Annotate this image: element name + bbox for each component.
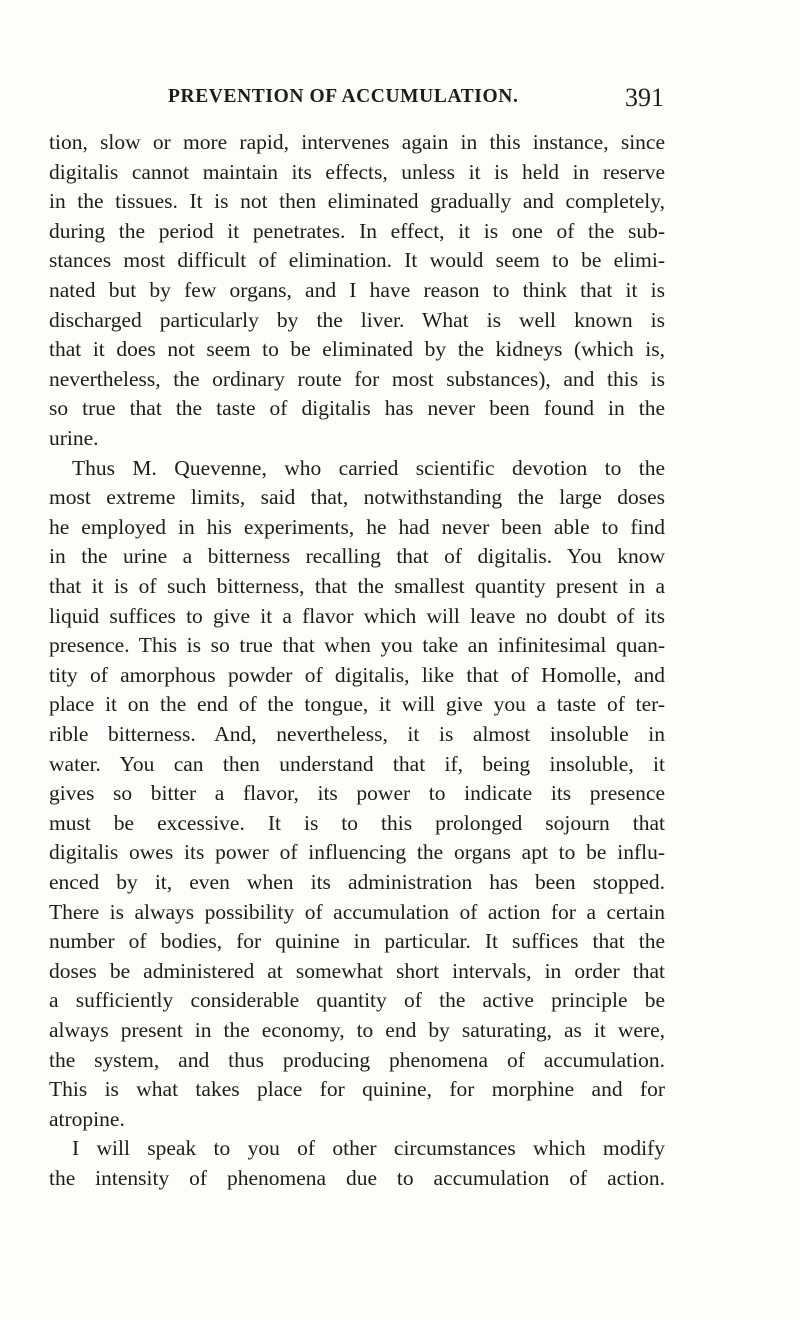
text-line: in the urine a bitterness recalling that of digitalis. You know [49, 544, 665, 569]
text-line: nevertheless, the ordinary route for most substances), and this is [49, 366, 665, 391]
text-line: doses be administered at somewhat short intervals, in order that [49, 958, 665, 983]
text-line: I will speak to you of other circumstances which modify [72, 1136, 665, 1161]
text-line: that it is of such bitterness, that the smallest quantity present in a [49, 574, 665, 598]
text-line: urine. [49, 426, 99, 450]
text-line: digitalis owes its power of influencing the organs apt to be influ- [49, 840, 665, 865]
text-line: enced by it, even when its administration has been stopped. [49, 870, 665, 894]
text-line: during the period it penetrates. In effect, it is one of the sub- [49, 218, 665, 243]
text-line: most extreme limits, said that, notwithstanding the large doses [49, 485, 665, 510]
text-line: presence. This is so true that when you take an infinitesimal quan- [49, 633, 665, 658]
text-line: place it on the end of the tongue, it will give you a taste of ter- [49, 692, 665, 717]
text-line: liquid suffices to give it a flavor which will leave no doubt of its [49, 603, 665, 628]
text-line: This is what takes place for quinine, for morphine and for [49, 1077, 665, 1102]
text-line: number of bodies, for quinine in particular. It suffices that the [49, 929, 665, 954]
text-line: always present in the economy, to end by saturating, as it were, [49, 1018, 665, 1042]
text-line: nated but by few organs, and I have reason to think that it is [49, 278, 665, 302]
text-line: must be excessive. It is to this prolonged sojourn that [49, 810, 665, 835]
text-line: digitalis cannot maintain its effects, unless it is held in reserve [49, 159, 665, 184]
text-line: gives so bitter a flavor, its power to indicate its presence [49, 781, 665, 806]
text-line: a sufficiently considerable quantity of the active principle be [49, 988, 665, 1013]
text-line: There is always possibility of accumulation of action for a certain [49, 899, 665, 924]
text-line: tion, slow or more rapid, intervenes again in this instance, since [49, 130, 665, 154]
text-line: tity of amorphous powder of digitalis, like that of Homolle, and [49, 662, 665, 687]
text-line: in the tissues. It is not then eliminated gradually and completely, [49, 189, 665, 214]
text-line: the system, and thus producing phenomena of accumulation. [49, 1047, 665, 1072]
text-line: so true that the taste of digitalis has never been found in the [49, 396, 665, 421]
text-line: he employed in his experiments, he had never been able to find [49, 514, 665, 539]
text-line: water. You can then understand that if, being insoluble, it [49, 751, 665, 776]
text-line: discharged particularly by the liver. What is well known is [49, 307, 665, 332]
text-line: that it does not seem to be eliminated by the kidneys (which is, [49, 337, 665, 362]
page-header [168, 83, 664, 114]
page-number: 391 [625, 83, 664, 112]
text-line: Thus M. Quevenne, who carried scientific devotion to the [72, 455, 665, 480]
text-line: rible bitterness. And, nevertheless, it is almost insoluble in [49, 722, 665, 746]
text-line: stances most difficult of elimination. It would seem to be elimi- [49, 248, 665, 273]
running-title: PREVENTION OF ACCUMULATION. [168, 86, 519, 107]
text-line: atropine. [49, 1106, 125, 1131]
text-line: the intensity of phenomena due to accumulation of action. [49, 1166, 665, 1190]
